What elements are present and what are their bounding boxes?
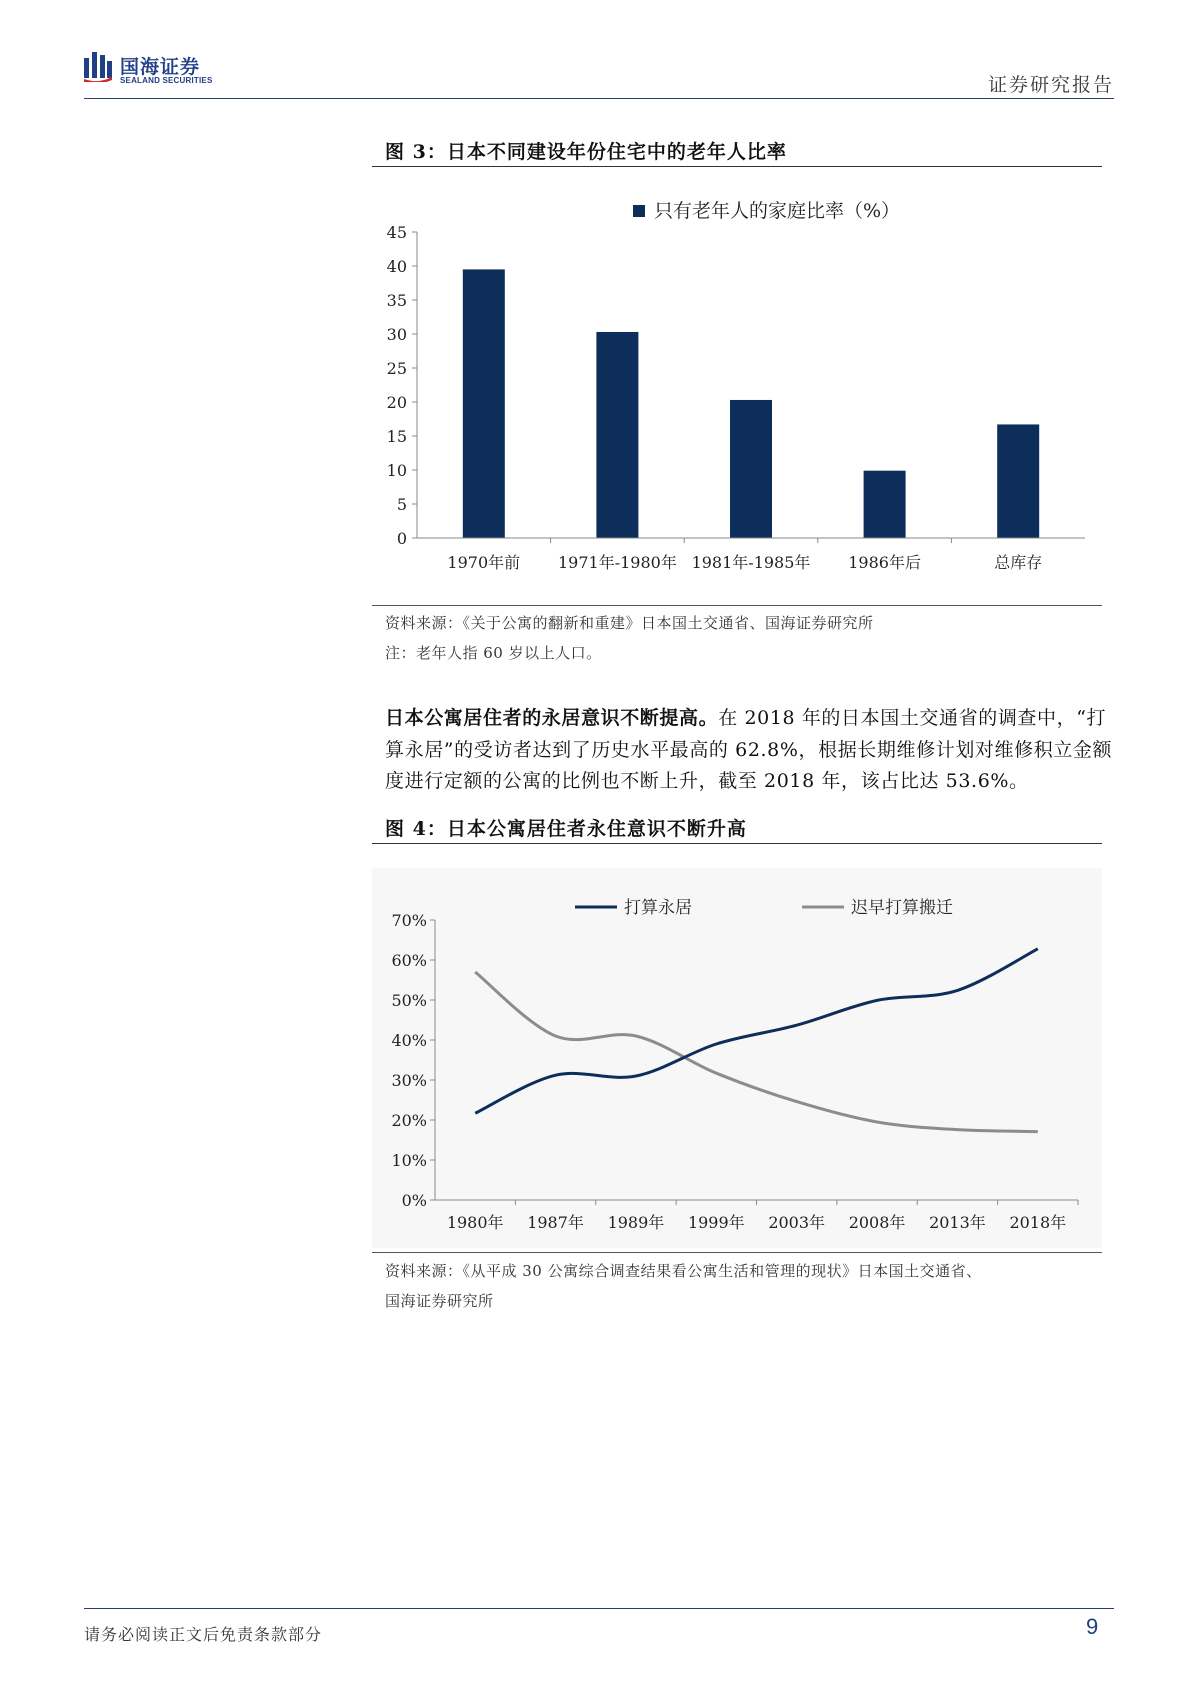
y-tick-label: 10% bbox=[391, 1151, 427, 1170]
logo-english-name: SEALAND SECURITIES bbox=[120, 76, 213, 85]
legend-label-elderly-ratio: 只有老年人的家庭比率（%） bbox=[654, 200, 901, 222]
x-category-label: 2013年 bbox=[929, 1213, 986, 1232]
x-category-label: 2003年 bbox=[768, 1213, 826, 1232]
x-category-label: 1981年-1985年 bbox=[691, 553, 811, 572]
x-category-label: 1970年前 bbox=[447, 553, 521, 572]
figure3-note: 注：老年人指 60 岁以上人口。 bbox=[385, 644, 602, 662]
bar bbox=[864, 471, 906, 538]
figure4-line-chart bbox=[372, 868, 1102, 1248]
y-tick-label: 20 bbox=[386, 393, 407, 412]
figure4-source-line1: 资料来源：《从平成 30 公寓综合调查结果看公寓生活和管理的现状》日本国土交通省、 bbox=[385, 1262, 982, 1280]
paragraph-lead: 日本公寓居住者的永居意识不断提高。 bbox=[385, 707, 719, 729]
y-tick-label: 10 bbox=[386, 461, 407, 480]
y-tick-label: 40 bbox=[386, 257, 407, 276]
x-category-label: 2008年 bbox=[848, 1213, 906, 1232]
figure3-bar-chart bbox=[372, 175, 1102, 600]
x-category-label: 1971年-1980年 bbox=[557, 553, 677, 572]
bar bbox=[463, 269, 505, 538]
figure3-title: 图 3：日本不同建设年份住宅中的老年人比率 bbox=[385, 141, 787, 163]
y-tick-label: 30 bbox=[386, 325, 407, 344]
figure4-chart-background bbox=[372, 868, 1102, 1248]
y-tick-label: 0% bbox=[401, 1191, 427, 1210]
company-logo bbox=[84, 50, 244, 88]
x-category-label: 1987年 bbox=[527, 1213, 584, 1232]
figure3-title-rule bbox=[372, 166, 1102, 167]
figure4-title-rule bbox=[372, 843, 1102, 844]
footer-disclaimer: 请务必阅读正文后免责条款部分 bbox=[84, 1625, 323, 1644]
body-paragraph bbox=[385, 703, 1120, 798]
x-category-label: 2018年 bbox=[1009, 1213, 1067, 1232]
footer-divider bbox=[84, 1608, 1114, 1609]
figure3-legend bbox=[633, 200, 900, 222]
y-tick-label: 0 bbox=[396, 529, 407, 548]
x-category-label: 1986年后 bbox=[848, 553, 921, 572]
y-tick-label: 20% bbox=[391, 1111, 427, 1130]
report-type-label: 证券研究报告 bbox=[987, 74, 1114, 96]
legend-label-move: 迟早打算搬迁 bbox=[851, 898, 953, 918]
y-tick-label: 35 bbox=[386, 291, 407, 310]
y-tick-label: 25 bbox=[386, 359, 407, 378]
y-tick-label: 30% bbox=[391, 1071, 427, 1090]
y-tick-label: 70% bbox=[391, 911, 427, 930]
bar bbox=[596, 332, 638, 538]
sealand-logo-icon bbox=[84, 52, 112, 82]
y-tick-label: 45 bbox=[386, 223, 407, 242]
legend-label-stay: 打算永居 bbox=[624, 898, 692, 918]
x-category-label: 1989年 bbox=[607, 1213, 665, 1232]
bar bbox=[997, 424, 1039, 538]
x-category-label: 总库存 bbox=[994, 553, 1043, 572]
figure4-title: 图 4：日本公寓居住者永住意识不断升高 bbox=[385, 818, 747, 840]
y-tick-label: 40% bbox=[391, 1031, 427, 1050]
header-divider bbox=[84, 98, 1114, 99]
figure4-source-line2: 国海证券研究所 bbox=[385, 1292, 494, 1310]
y-tick-label: 60% bbox=[391, 951, 427, 970]
x-category-label: 1999年 bbox=[687, 1213, 745, 1232]
y-tick-label: 5 bbox=[396, 495, 407, 514]
legend-swatch-elderly-ratio bbox=[633, 205, 645, 217]
page-number: 9 bbox=[1086, 1614, 1099, 1639]
paragraph-text: 在 2018 年的日本国土交通省的调查中，“打算永居”的受访者达到了历史水平最高的 62.8%，根据长期维修计划对维修积立金额度进行定额的公寓的比例也不断上升，截至 2018 年，该占比达 53.6%。 bbox=[385, 707, 1113, 792]
x-category-label: 1980年 bbox=[446, 1213, 504, 1232]
bar bbox=[730, 400, 772, 538]
figure3-source: 资料来源：《关于公寓的翻新和重建》日本国土交通省、国海证券研究所 bbox=[385, 614, 874, 632]
figure4-source-rule bbox=[372, 1252, 1102, 1253]
y-tick-label: 50% bbox=[391, 991, 427, 1010]
y-tick-label: 15 bbox=[386, 427, 407, 446]
logo-chinese-name: 国海证券 bbox=[120, 56, 201, 78]
figure3-source-rule bbox=[372, 605, 1102, 606]
